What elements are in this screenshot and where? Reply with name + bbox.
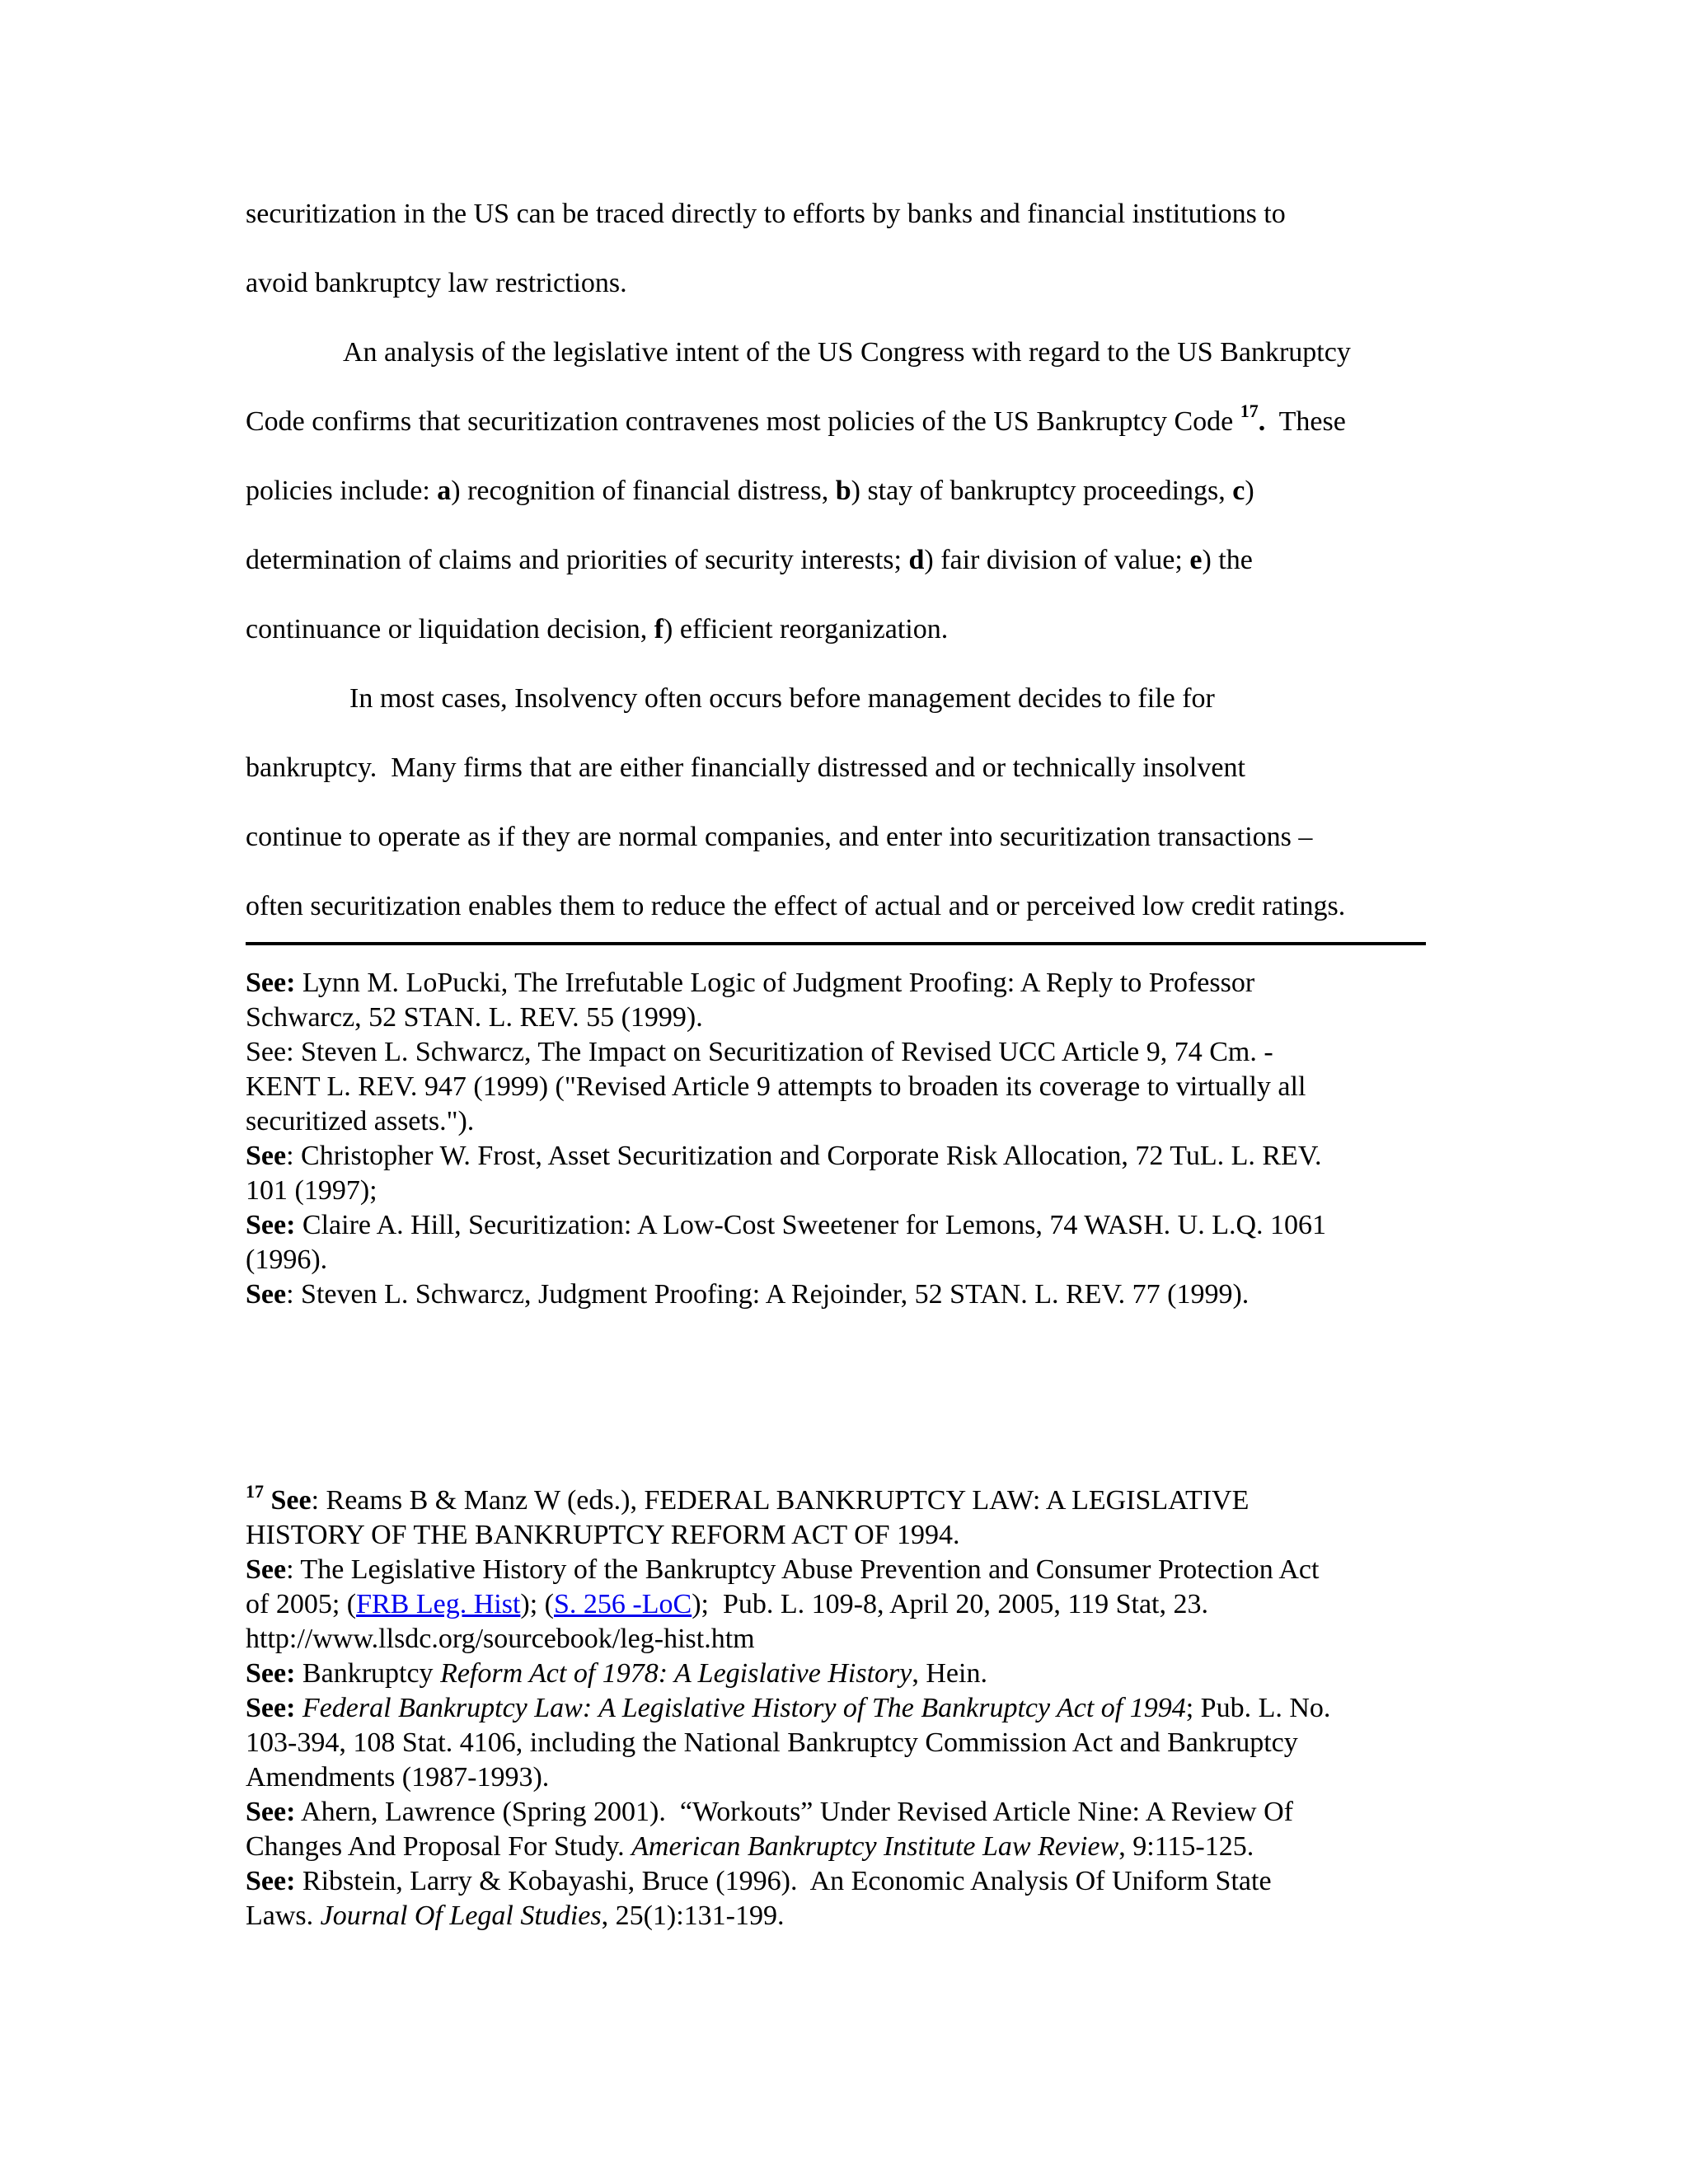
body-paragraph-legislative-intent [246,318,1436,664]
footnote-entry: See: Bankruptcy Reform Act of 1978: A Legislative History, Hein. [246,1658,987,1689]
body-paragraph-insolvency [246,664,1436,941]
footnote-separator [246,942,1426,945]
footnote-entry: See: Steven L. Schwarcz, Judgment Proofing: A Rejoinder, 52 STAN. L. REV. 77 (1999). [246,1279,1250,1310]
footnote-entry: $^{17}$ See: Reams B & Manz W (eds.), FEDERAL BANKRUPTCY LAW: A LEGISLATIVE [246,1481,1250,1516]
text-line: An analysis of the legislative intent of the US Congress with regard to the US Bankruptcy [343,337,1351,368]
footnote-entry: See: Ahern, Lawrence (Spring 2001). “Workouts” Under Revised Article Nine: A Review Of [246,1797,1293,1827]
footnote-entry-line: HISTORY OF THE BANKRUPTCY REFORM ACT OF 1994. [246,1520,960,1550]
footnote-entry-line: (1996). [246,1244,328,1275]
footnote-ref-17[interactable]: 17 [1240,401,1259,421]
text-line: continue to operate as if they are normal companies, and enter into securitization transactions – [246,822,1313,852]
s256-loc-link[interactable]: S. 256 -LoC [554,1589,692,1619]
footnote-entry-line: Amendments (1987-1993). [246,1762,550,1793]
footnote-references-continued [246,966,1441,1312]
footnote-entry: See: Christopher W. Frost, Asset Securitization and Corporate Risk Allocation, 72 TuL. L. REV. [246,1141,1322,1171]
text-line: avoid bankruptcy law restrictions. [246,268,627,298]
footnote-entry-line: of 2005; (FRB Leg. Hist); (S. 256 -LoC); Pub. L. 109-8, April 20, 2005, 119 Stat, 23. [246,1589,1208,1619]
footnote-entry: See: Claire A. Hill, Securitization: A Low-Cost Sweetener for Lemons, 74 WASH. U. L.Q. 1061 [246,1210,1327,1240]
text-line: In most cases, Insolvency often occurs before management decides to file for [349,683,1215,714]
body-paragraph-continuation [246,180,1436,318]
footnote-url: http://www.llsdc.org/sourcebook/leg-hist.htm [246,1624,755,1654]
frb-leg-hist-link[interactable]: FRB Leg. Hist [356,1589,521,1619]
footnote-entry-line: securitized assets."). [246,1106,475,1137]
text-line: determination of claims and priorities of security interests; d) fair division of value; e) the [246,545,1253,575]
footnote-entry-line: KENT L. REV. 947 (1999) ("Revised Article 9 attempts to broaden its coverage to virtually all [246,1071,1306,1102]
text-line: securitization in the US can be traced directly to efforts by banks and financial institutions to [246,199,1286,229]
footnote-number: 17 [246,1481,264,1502]
text-line: continuance or liquidation decision, f) efficient reorganization. [246,614,949,644]
text-line: bankruptcy. Many firms that are either financially distressed and or technically insolvent [246,752,1245,783]
footnote-entry-line: Schwarcz, 52 STAN. L. REV. 55 (1999). [246,1002,703,1033]
footnote-entry-line: Changes And Proposal For Study. American Bankruptcy Institute Law Review, 9:115-125. [246,1831,1254,1862]
footnote-entry: See: Federal Bankruptcy Law: A Legislative History of The Bankruptcy Act of 1994; Pub. L. No. [246,1693,1331,1723]
footnote-entry: See: The Legislative History of the Bankruptcy Abuse Prevention and Consumer Protection Act [246,1554,1320,1585]
footnote-entry-line: 103-394, 108 Stat. 4106, including the National Bankruptcy Commission Act and Bankruptcy [246,1727,1298,1758]
footnote-entry: See: Lynn M. LoPucki, The Irrefutable Logic of Judgment Proofing: A Reply to Professor [246,968,1255,998]
footnote-entry-line: Laws. Journal Of Legal Studies, 25(1):131-199. [246,1900,785,1931]
footnote-entry: See: Ribstein, Larry & Kobayashi, Bruce (1996). An Economic Analysis Of Uniform State [246,1866,1272,1896]
footnote-entry: See: Steven L. Schwarcz, The Impact on Securitization of Revised UCC Article 9, 74 Cm. - [246,1037,1273,1067]
footnote-17 [246,1483,1441,1933]
text-line: often securitization enables them to reduce the effect of actual and or perceived low credit ratings. [246,891,1346,921]
text-line: policies include: a) recognition of financial distress, b) stay of bankruptcy proceedings, c) [246,476,1254,506]
footnote-entry-line: 101 (1997); [246,1175,377,1206]
text-line: Code confirms that securitization contravenes most policies of the US Bankruptcy Code $^{17}$. These [246,401,1346,437]
